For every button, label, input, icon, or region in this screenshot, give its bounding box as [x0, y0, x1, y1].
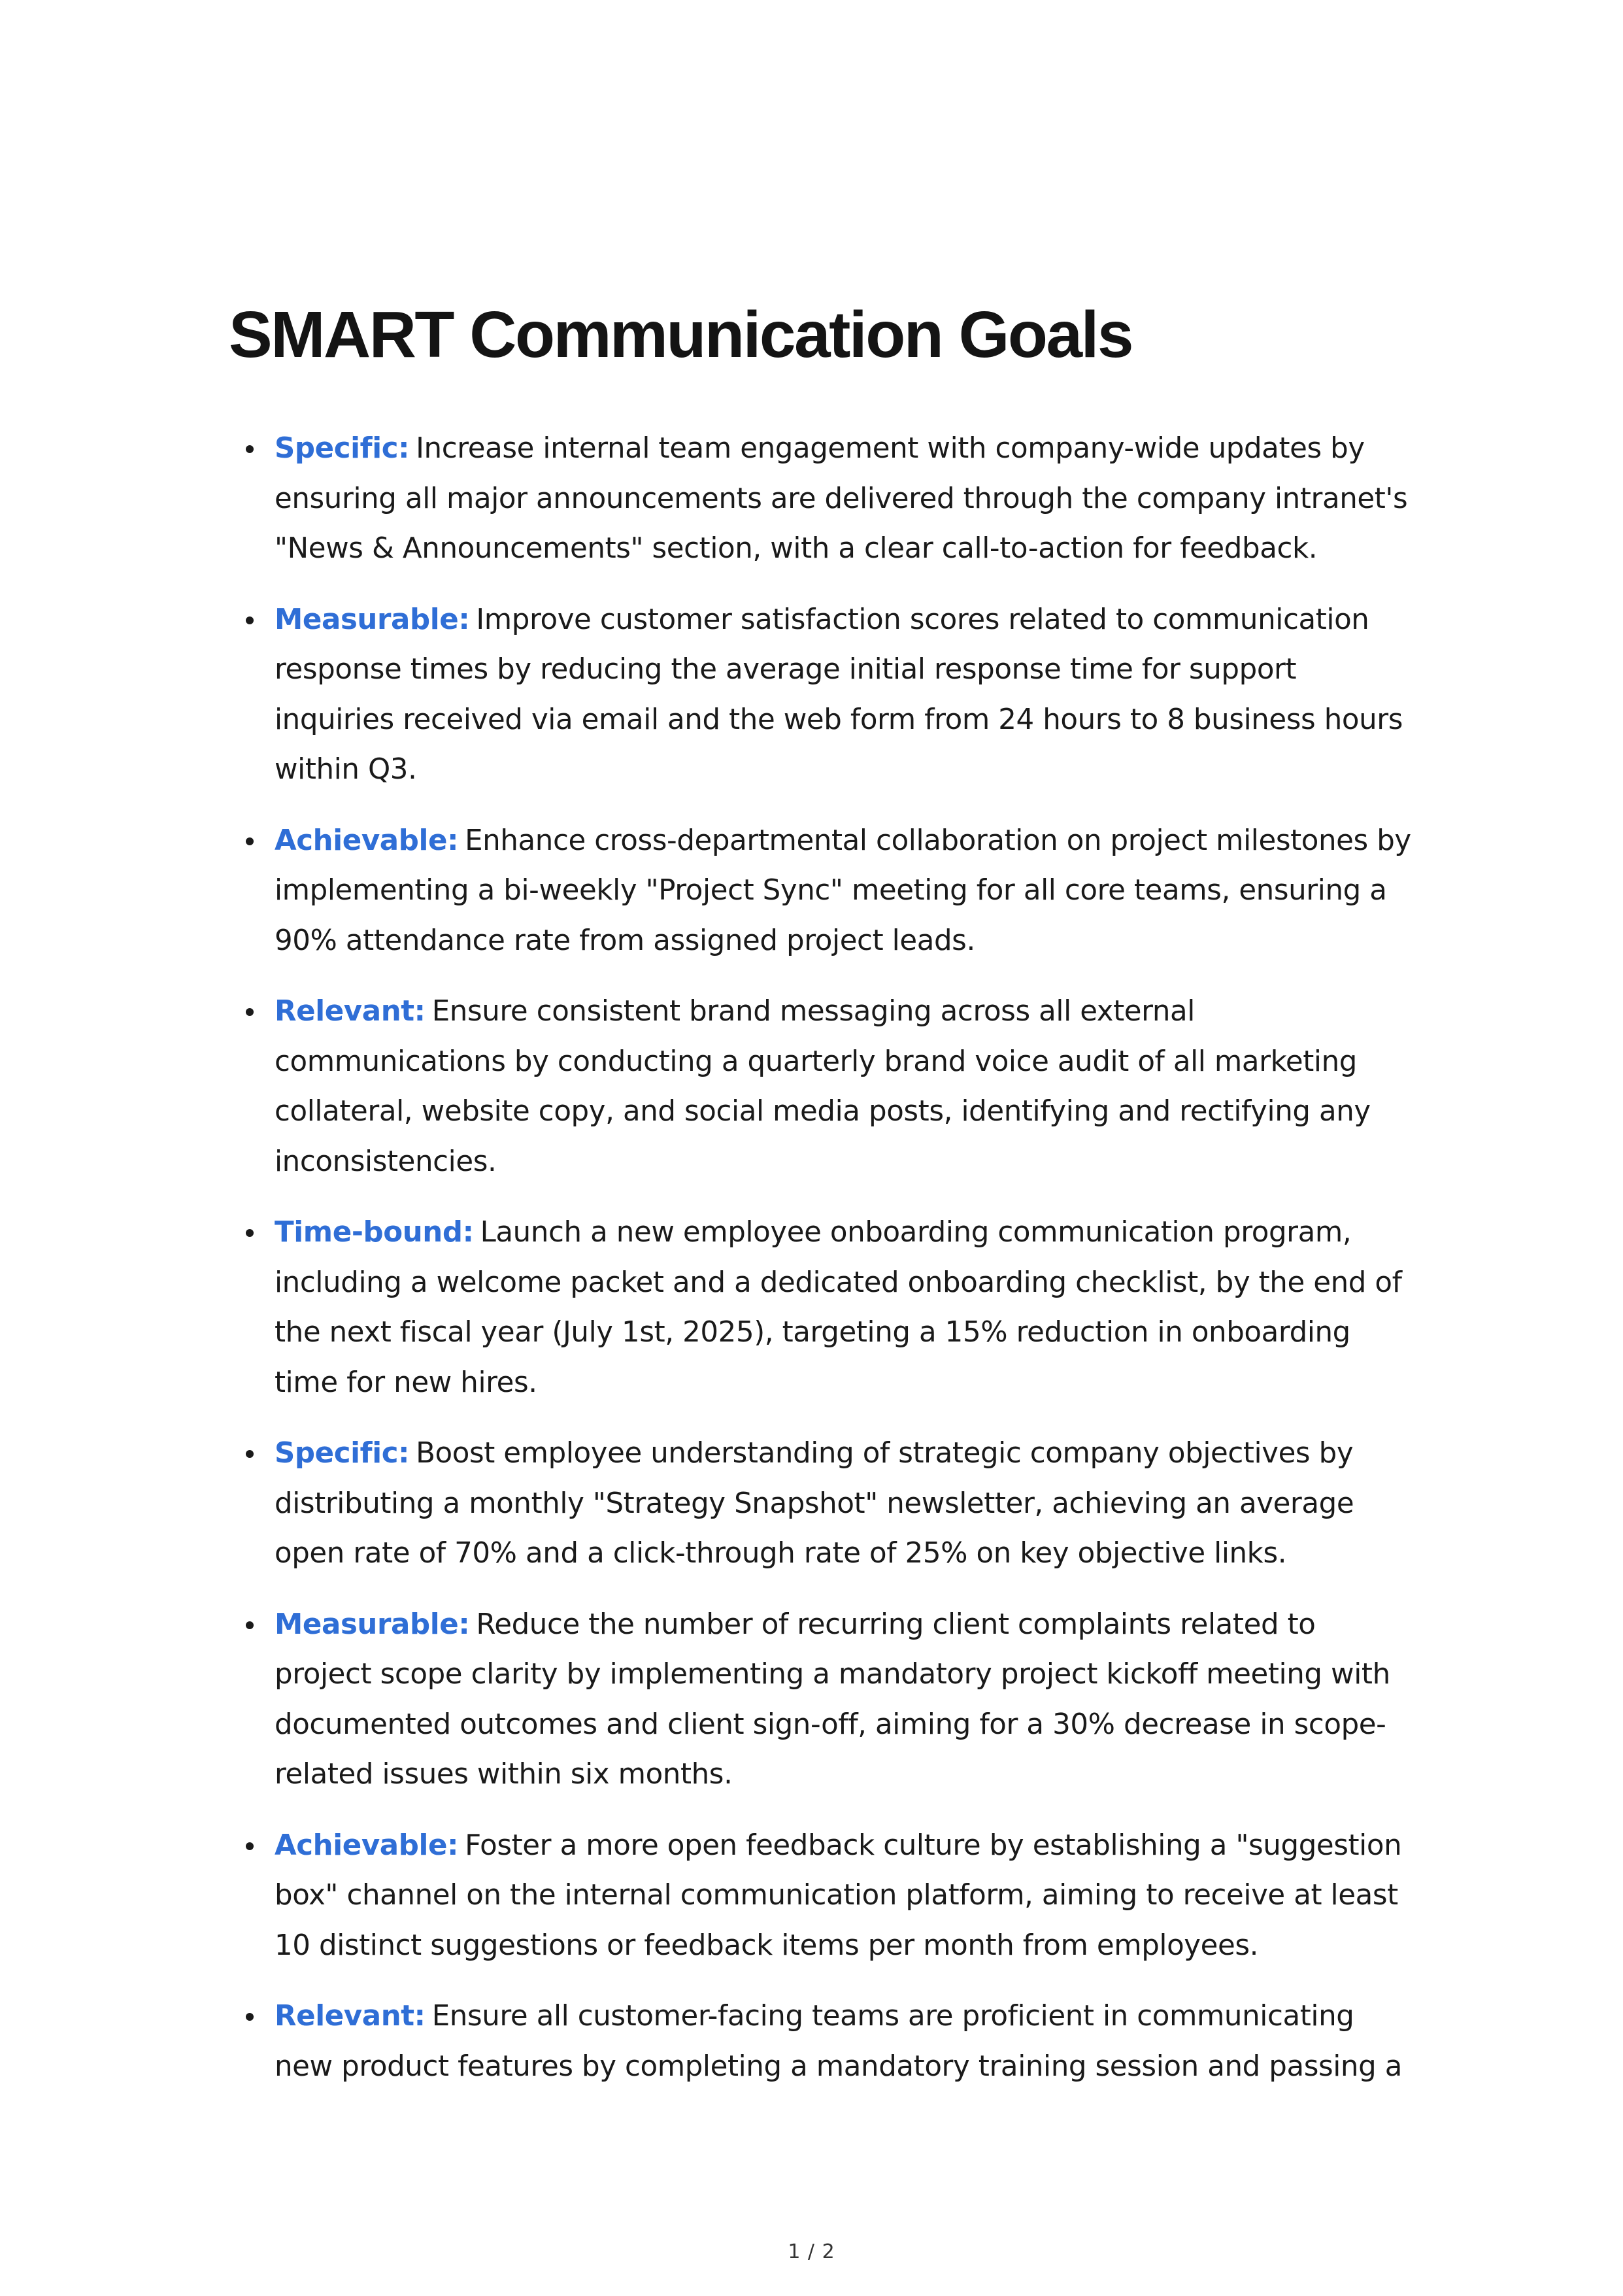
- page-title: SMART Communication Goals: [229, 298, 1133, 371]
- goal-item-relevant-2: [275, 1991, 1412, 2091]
- bullet-dot: [246, 1842, 254, 1850]
- goal-item-specific-2: [275, 1428, 1412, 1579]
- bullet-dot: [246, 1229, 254, 1237]
- goal-label: Relevant:: [275, 995, 426, 1028]
- goal-text: Boost employee understanding of strategic company objectives by distributing a monthly "Strategy Snapshot" newsletter, achieving an average open rate of 70% and a click-through rate of 25% on key objective links.: [275, 1437, 1354, 1570]
- goal-label: Measurable:: [275, 603, 470, 636]
- bullet-dot: [246, 1450, 254, 1458]
- page-number: 1 / 2: [788, 2240, 835, 2263]
- goal-item-measurable: [275, 595, 1412, 795]
- goal-label: Time-bound:: [275, 1216, 474, 1249]
- goal-label: Relevant:: [275, 2000, 426, 2033]
- goal-text: Ensure all customer-facing teams are proficient in communicating new product features by completing a mandatory training session and passing a: [275, 2000, 1403, 2083]
- goal-text: Increase internal team engagement with company-wide updates by ensuring all major announcements are delivered through the company intranet's "News & Announcements" section, with a clear call-to-action for feedback.: [275, 432, 1408, 565]
- bullet-dot: [246, 2013, 254, 2021]
- goal-text: Reduce the number of recurring client complaints related to project scope clarity by implementing a mandatory project kickoff meeting with documented outcomes and client sign-off, aiming for a 30% decrease in scope-related issues within six months.: [275, 1608, 1390, 1791]
- goal-text: Ensure consistent brand messaging across all external communications by conducting a quarterly brand voice audit of all marketing collateral, website copy, and social media posts, identifying and rectifying any inconsistencies.: [275, 995, 1371, 1178]
- goal-text: Launch a new employee onboarding communication program, including a welcome packet and a dedicated onboarding checklist, by the end of the next fiscal year (July 1st, 2025), targeting a 15% reduction in onboarding time for new hires.: [275, 1216, 1402, 1399]
- goal-item-achievable-2: [275, 1821, 1412, 1971]
- goal-item-measurable-2: [275, 1600, 1412, 1800]
- goal-item-specific: [275, 424, 1412, 574]
- bullet-dot: [246, 616, 254, 624]
- goal-text: Enhance cross-departmental collaboration on project milestones by implementing a bi-weekly "Project Sync" meeting for all core teams, ensuring a 90% attendance rate from assigned project leads.: [275, 824, 1411, 957]
- goal-item-time-bound: [275, 1207, 1412, 1408]
- goal-label: Specific:: [275, 432, 410, 465]
- goal-item-achievable: [275, 816, 1412, 966]
- goal-label: Measurable:: [275, 1608, 470, 1641]
- bullet-dot: [246, 1621, 254, 1629]
- goal-text: Improve customer satisfaction scores related to communication response times by reducing the average initial response time for support inquiries received via email and the web form from 24 hours to 8 business hours within Q3.: [275, 603, 1403, 786]
- bullet-dot: [246, 1008, 254, 1016]
- goal-item-relevant: [275, 987, 1412, 1187]
- goals-list: [275, 424, 1412, 2112]
- bullet-dot: [246, 837, 254, 845]
- goal-label: Achievable:: [275, 824, 459, 857]
- goal-text: Foster a more open feedback culture by establishing a "suggestion box" channel on the internal communication platform, aiming to receive at least 10 distinct suggestions or feedback items per month from employees.: [275, 1829, 1402, 1962]
- goal-label: Achievable:: [275, 1829, 459, 1862]
- goal-label: Specific:: [275, 1437, 410, 1470]
- bullet-dot: [246, 445, 254, 453]
